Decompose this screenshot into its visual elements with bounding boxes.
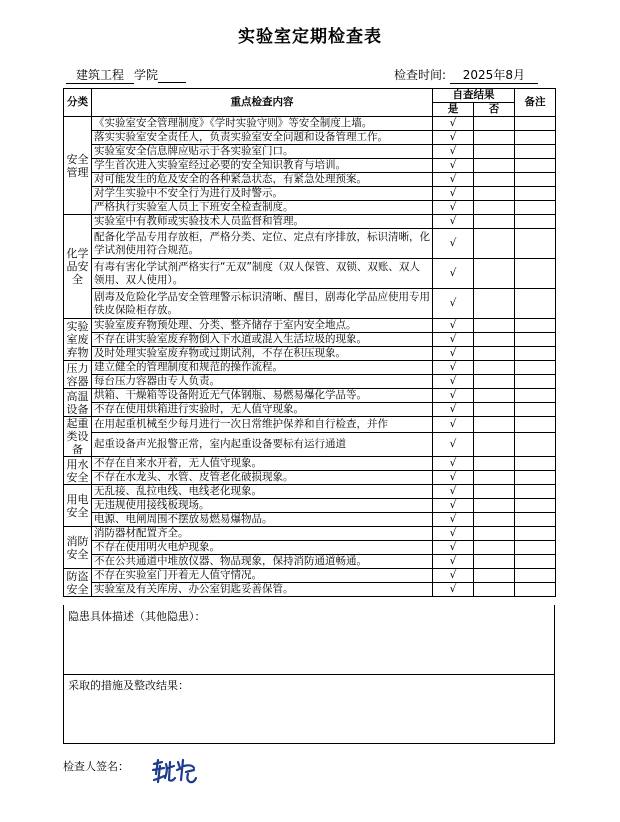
yes-check-mark: √ (433, 485, 474, 499)
no-cell (474, 569, 515, 583)
yes-check-mark: √ (433, 201, 474, 215)
check-item-text: 实验室废弃物预处理、分类、整齐储存于室内安全地点。 (92, 319, 433, 333)
yes-check-mark: √ (433, 457, 474, 471)
check-item-text: 对可能发生的危及安全的各种紧急状态，有紧急处理预案。 (92, 173, 433, 187)
check-item-text: 对学生实验中不安全行为进行及时警示。 (92, 187, 433, 201)
no-cell (474, 433, 515, 457)
yes-check-mark: √ (433, 361, 474, 375)
no-cell (474, 485, 515, 499)
check-item-text: 不存在讲实验室废弃物倒入下水道或混入生活垃圾的现象。 (92, 333, 433, 347)
remark-cell (515, 541, 556, 555)
no-cell (474, 201, 515, 215)
remark-cell (515, 173, 556, 187)
table-body (64, 117, 556, 597)
check-item-text: 不存在水龙头、水管、皮管老化破损现象。 (92, 471, 433, 485)
check-item-text: 学生首次进入实验室经过必要的安全知识教育与培训。 (92, 159, 433, 173)
table-row (64, 541, 556, 555)
table-row (64, 527, 556, 541)
table-row (64, 569, 556, 583)
yes-check-mark: √ (433, 187, 474, 201)
inspector-label: 检查人签名： (63, 760, 129, 773)
yes-check-mark: √ (433, 403, 474, 417)
table-row (64, 117, 556, 131)
remark-cell (515, 201, 556, 215)
measures-label: 采取的措施及整改结果： (68, 679, 189, 692)
check-item-text: 消防器材配置齐全。 (92, 527, 433, 541)
no-cell (474, 347, 515, 361)
remark-cell (515, 375, 556, 389)
remark-cell (515, 187, 556, 201)
yes-check-mark: √ (433, 145, 474, 159)
no-cell (474, 583, 515, 597)
no-cell (474, 215, 515, 229)
check-time-field (394, 66, 538, 84)
table-row (64, 215, 556, 229)
table-row (64, 333, 556, 347)
no-cell (474, 173, 515, 187)
table-row (64, 389, 556, 403)
yes-check-mark: √ (433, 389, 474, 403)
remark-cell (515, 389, 556, 403)
remark-cell (515, 513, 556, 527)
yes-check-mark: √ (433, 499, 474, 513)
yes-check-mark: √ (433, 347, 474, 361)
remark-cell (515, 229, 556, 259)
table-row (64, 173, 556, 187)
remark-cell (515, 403, 556, 417)
college-field (66, 66, 186, 84)
yes-check-mark: √ (433, 471, 474, 485)
hazard-box (63, 605, 555, 675)
category-cell: 防盗安全 (64, 569, 92, 597)
yes-check-mark: √ (433, 215, 474, 229)
check-item-text: 每台压力容器由专人负责。 (92, 375, 433, 389)
table-row (64, 433, 556, 457)
check-item-text: 实验室及有关库房、办公室钥匙妥善保管。 (92, 583, 433, 597)
no-cell (474, 319, 515, 333)
check-item-text: 及时处理实验室废弃物或过期试剂，不存在积压现象。 (92, 347, 433, 361)
yes-check-mark: √ (433, 569, 474, 583)
check-item-text: 配备化学品专用存放柜，严格分类、定位、定点有序排放，标识清晰，化学试剂使用符合规范。 (92, 229, 433, 259)
check-item-text: 烘箱、干燥箱等设备附近无气体钢瓶、易燃易爆化学品等。 (92, 389, 433, 403)
no-cell (474, 375, 515, 389)
check-item-text: 有毒有害化学试剂严格实行“无双”制度（双人保管、双锁、双账、双人领用、双人使用）。 (92, 259, 433, 289)
check-item-text: 起重设备声光报警正常，室内起重设备要标有运行通道 (92, 433, 433, 457)
table-row (64, 417, 556, 433)
no-cell (474, 555, 515, 569)
yes-check-mark: √ (433, 159, 474, 173)
category-cell: 用水安全 (64, 457, 92, 485)
table-row (64, 375, 556, 389)
no-cell (474, 289, 515, 319)
remark-cell (515, 417, 556, 433)
check-item-text: 严格执行实验室人员上下班安全检查制度。 (92, 201, 433, 215)
check-item-text: 不存在自来水开着，无人值守现象。 (92, 457, 433, 471)
yes-check-mark: √ (433, 319, 474, 333)
check-item-text: 不存在使用明火电炉现象。 (92, 541, 433, 555)
table-row (64, 499, 556, 513)
yes-check-mark: √ (433, 289, 474, 319)
yes-check-mark: √ (433, 259, 474, 289)
table-row (64, 555, 556, 569)
yes-check-mark: √ (433, 131, 474, 145)
remark-cell (515, 485, 556, 499)
table-row (64, 485, 556, 499)
college-name: 建筑工程 (66, 66, 134, 84)
no-cell (474, 527, 515, 541)
no-cell (474, 333, 515, 347)
header-self-result: 自查结果 (433, 89, 515, 103)
remark-cell (515, 319, 556, 333)
yes-check-mark: √ (433, 229, 474, 259)
check-item-text: 实验室安全信息牌应贴示于各实验室门口。 (92, 145, 433, 159)
remark-cell (515, 457, 556, 471)
check-item-text: 落实实验室安全责任人，负责实验室安全问题和设备管理工作。 (92, 131, 433, 145)
no-cell (474, 541, 515, 555)
table-row (64, 583, 556, 597)
table-row (64, 347, 556, 361)
no-cell (474, 417, 515, 433)
check-item-text: 不存在使用烘箱进行实验时，无人值守现象。 (92, 403, 433, 417)
table-row (64, 319, 556, 333)
hazard-label: 隐患具体描述（其他隐患）： (68, 610, 206, 623)
header-remark: 备注 (515, 89, 556, 117)
yes-check-mark: √ (433, 173, 474, 187)
table-row (64, 513, 556, 527)
check-item-text: 无违规使用接线板现场。 (92, 499, 433, 513)
category-cell: 起重类设备 (64, 417, 92, 457)
table-row (64, 457, 556, 471)
remark-cell (515, 361, 556, 375)
category-cell: 消防安全 (64, 527, 92, 569)
check-item-text: 剧毒及危险化学品安全管理警示标识清晰、醒目，剧毒化学品应使用专用铁皮保险柜存放。 (92, 289, 433, 319)
table-row (64, 289, 556, 319)
remark-cell (515, 499, 556, 513)
yes-check-mark: √ (433, 433, 474, 457)
yes-check-mark: √ (433, 417, 474, 433)
remark-cell (515, 159, 556, 173)
no-cell (474, 145, 515, 159)
no-cell (474, 457, 515, 471)
no-cell (474, 403, 515, 417)
check-time-label: 检查时间: (394, 68, 447, 82)
check-time-value: 2025年8月 (450, 66, 538, 84)
remark-cell (515, 569, 556, 583)
remark-cell (515, 555, 556, 569)
remark-cell (515, 527, 556, 541)
check-item-text: 无乱接、乱拉电线、电线老化现象。 (92, 485, 433, 499)
check-item-text: 不在公共通道中堆放仪器、物品现象，保持消防通道畅通。 (92, 555, 433, 569)
table-row (64, 187, 556, 201)
yes-check-mark: √ (433, 583, 474, 597)
check-item-text: 建立健全的管理制度和规范的操作流程。 (92, 361, 433, 375)
table-row (64, 403, 556, 417)
document-title: 实验室定期检查表 (238, 27, 382, 47)
remark-cell (515, 117, 556, 131)
no-cell (474, 229, 515, 259)
header-category: 分类 (64, 89, 92, 117)
check-item-text: 不存在实验室门开着无人值守情况。 (92, 569, 433, 583)
remark-cell (515, 347, 556, 361)
remark-cell (515, 471, 556, 485)
table-row (64, 229, 556, 259)
yes-check-mark: √ (433, 333, 474, 347)
no-cell (474, 259, 515, 289)
no-cell (474, 499, 515, 513)
no-cell (474, 159, 515, 173)
table-row (64, 159, 556, 173)
yes-check-mark: √ (433, 375, 474, 389)
yes-check-mark: √ (433, 555, 474, 569)
inspection-table (63, 88, 556, 597)
table-row (64, 145, 556, 159)
yes-check-mark: √ (433, 527, 474, 541)
remark-cell (515, 583, 556, 597)
remark-cell (515, 289, 556, 319)
table-row (64, 471, 556, 485)
no-cell (474, 187, 515, 201)
signature-image (150, 756, 200, 788)
header-content: 重点检查内容 (92, 89, 433, 117)
category-cell: 高温设备 (64, 389, 92, 417)
check-item-text: 在用起重机械至少每月进行一次日常维护保养和自行检查，并作 (92, 417, 433, 433)
no-cell (474, 117, 515, 131)
category-cell: 安全管理 (64, 117, 92, 215)
remark-cell (515, 259, 556, 289)
yes-check-mark: √ (433, 117, 474, 131)
no-cell (474, 389, 515, 403)
college-suffix: 学院 (134, 68, 159, 82)
remark-cell (515, 333, 556, 347)
no-cell (474, 361, 515, 375)
header-no: 否 (474, 103, 515, 117)
measures-box (63, 674, 555, 744)
check-item-text: 电源、电闸周围不摆放易燃易爆物品。 (92, 513, 433, 527)
table-row (64, 201, 556, 215)
remark-cell (515, 131, 556, 145)
yes-check-mark: √ (433, 541, 474, 555)
remark-cell (515, 215, 556, 229)
no-cell (474, 131, 515, 145)
category-cell: 化学品安全 (64, 215, 92, 319)
header-yes: 是 (433, 103, 474, 117)
check-item-text: 《实验室安全管理制度》《学时实验守则》等安全制度上墙。 (92, 117, 433, 131)
category-cell: 用电安全 (64, 485, 92, 527)
category-cell: 压力容器 (64, 361, 92, 389)
table-row (64, 131, 556, 145)
check-item-text: 实验室中有教师或实验技术人员监督和管理。 (92, 215, 433, 229)
table-row (64, 259, 556, 289)
yes-check-mark: √ (433, 513, 474, 527)
no-cell (474, 513, 515, 527)
remark-cell (515, 145, 556, 159)
no-cell (474, 471, 515, 485)
category-cell: 实验室废弃物 (64, 319, 92, 361)
table-row (64, 361, 556, 375)
remark-cell (515, 433, 556, 457)
